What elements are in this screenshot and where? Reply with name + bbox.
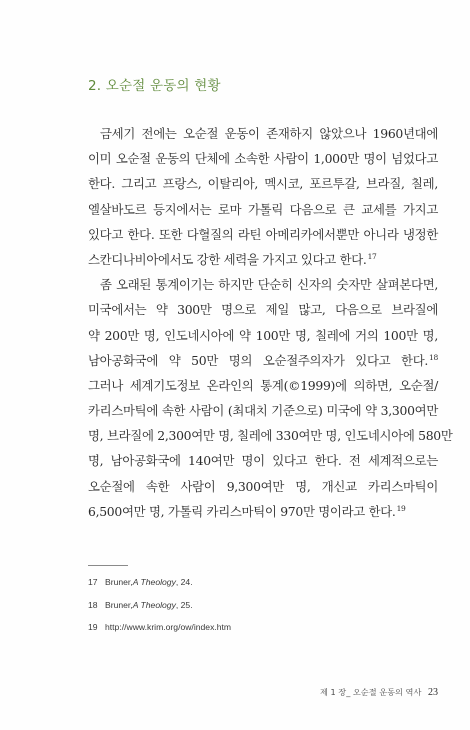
body-line-text: 오순절에 속한 사람이 9,300여만 명, 개신교 카리스마틱이 (88, 478, 438, 494)
body-line (88, 423, 453, 448)
footnote-number: 19 (88, 622, 98, 632)
body-line-text: 이미 오순절 운동의 단체에 소속한 사람이 1,000만 명이 넘었다고 (88, 151, 438, 167)
body-line (88, 146, 438, 171)
footnote-marker: 17 (367, 251, 377, 261)
footnote-title: A Theology (132, 577, 176, 587)
body-line-text: 카리스마틱에 속한 사람이 (최대치 기준으로) 미국에 약 3,300여만 (88, 403, 438, 419)
body-line-text: 명, 남아공화국에 140여만 명이 있다고 한다. 전 세계적으로는 (88, 453, 438, 469)
footnote-number: 18 (88, 599, 98, 610)
body-line-text: 남아공화국에 약 50만 명의 오순절주의자가 있다고 한다. (88, 352, 429, 368)
body-line-text: 약 200만 명, 인도네시아에 약 100만 명, 칠레에 거의 100만 명, (88, 327, 438, 343)
body-line (88, 398, 438, 423)
body-line-text: 명, 브라질에 2,300여만 명, 칠레에 330여만 명, 인도네시아에 580만 (88, 428, 453, 444)
body-line-text: 미국에서는 약 300만 명으로 제일 많고, 다음으로 브라질에 (88, 302, 438, 318)
page-number: 23 (428, 687, 438, 698)
footnote-marker: 18 (429, 352, 438, 362)
body-line-text: 좀 오래된 통계이기는 하지만 단순히 신자의 숫자만 살펴본다면, (100, 277, 438, 293)
footnote (88, 571, 408, 594)
body-line-text: 6,500여만 명, 가톨릭 카리스마틱이 970만 명이라고 한다. (88, 503, 396, 519)
footnote-text[interactable]: http://www.krim.org/ow/index.htm (105, 622, 232, 632)
body-line (88, 222, 438, 247)
body-line (88, 448, 438, 473)
footnote (88, 616, 408, 639)
body-line (88, 247, 438, 272)
footnote-marker: 19 (396, 503, 406, 513)
footnotes (88, 571, 408, 639)
body-line (88, 197, 438, 222)
body-line-text: 있다고 한다. 또한 다혈질의 라틴 아메리카에서뿐만 아니라 냉정한 (88, 226, 438, 242)
footnote-text: Bruner, (105, 577, 133, 587)
body-line (88, 323, 438, 348)
body-line (88, 499, 438, 524)
body-line (88, 474, 438, 499)
body-line (88, 348, 438, 373)
body-line (88, 171, 438, 196)
body-text (88, 121, 453, 524)
footnote-text: Bruner, (105, 599, 133, 610)
footnote-title: A Theology (132, 599, 176, 610)
body-line (88, 297, 438, 322)
footnote-page: , 25. (175, 599, 193, 610)
body-line-text: 엘살바도르 등지에서는 로마 가톨릭 다음으로 큰 교세를 가지고 (88, 201, 438, 217)
footnote-page: , 24. (175, 577, 193, 587)
body-line-text: 그러나 세계기도정보 온라인의 통계(©1999)에 의하면, 오순절/ (88, 377, 438, 393)
running-footer (320, 687, 438, 698)
body-line-text: 금세기 전에는 오순절 운동이 존재하지 않았으나 1960년대에 (100, 126, 438, 141)
body-line-text: 한다. 그리고 프랑스, 이탈리아, 멕시코, 포르투갈, 브라질, 칠레, (88, 176, 438, 192)
body-line (88, 121, 438, 146)
section-heading: 2. 오순절 운동의 현황 (88, 78, 221, 94)
footnote-divider (88, 565, 128, 566)
body-line-text: 스칸디나비아에서도 강한 세력을 가지고 있다고 한다. (88, 251, 367, 267)
footnote-number: 17 (88, 577, 98, 587)
footnote (88, 594, 408, 617)
body-line (88, 373, 438, 398)
body-line (88, 272, 438, 297)
running-head: 제 1 장_ 오순절 운동의 역사 (319, 687, 422, 697)
